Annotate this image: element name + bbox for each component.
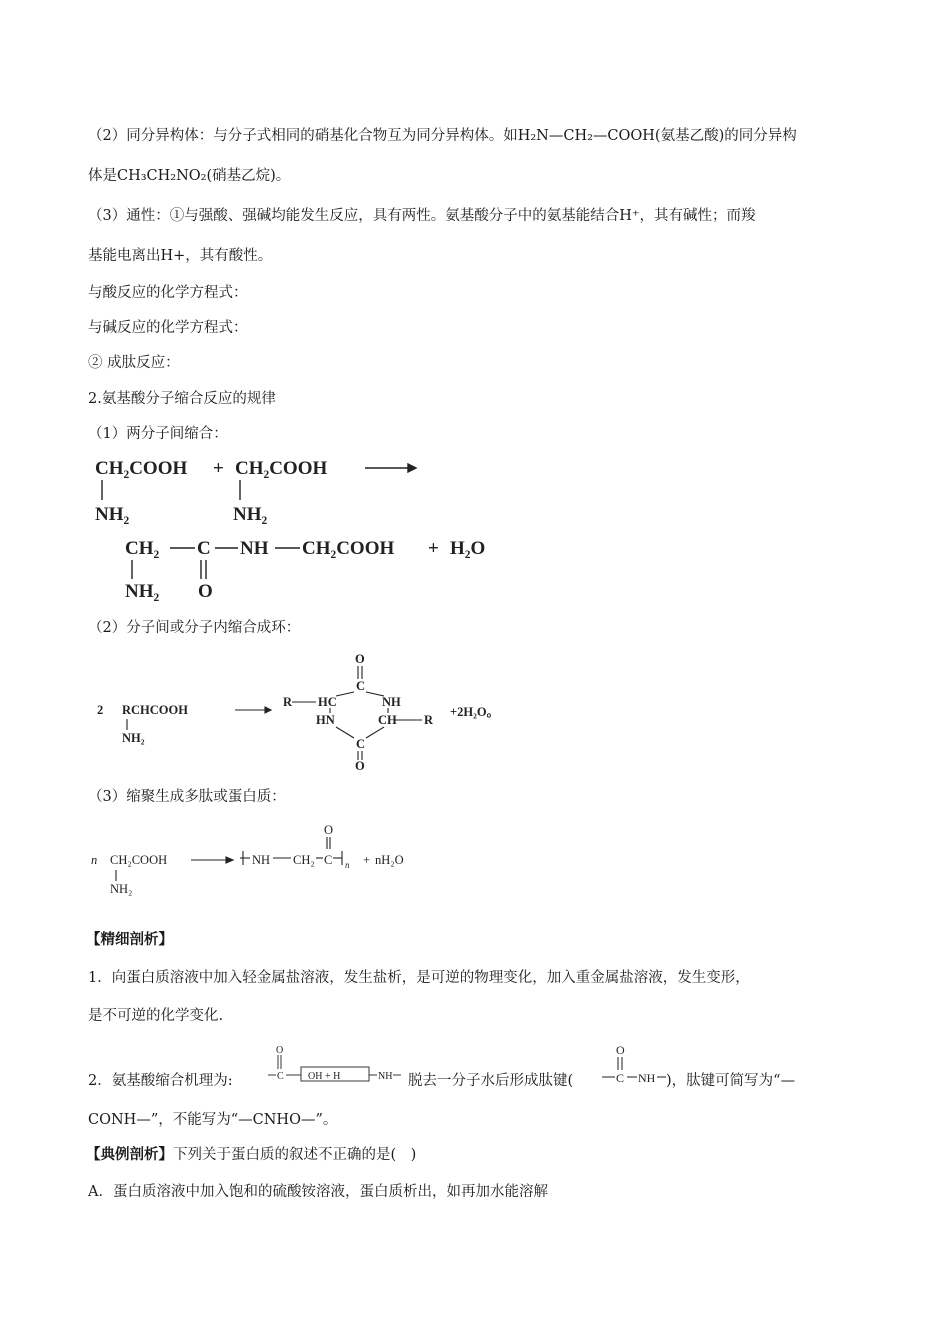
section-example-analysis: 【典例剖析】 (86, 1146, 173, 1163)
ring-c-top: C (356, 679, 366, 693)
mech-c: C (277, 1071, 284, 1082)
peptide-nh: NH (638, 1071, 656, 1085)
poly-plus: + (363, 853, 371, 867)
example-line (86, 1145, 416, 1165)
poly-n-coefficient: n (91, 853, 98, 867)
reactant2-ch2cooh: CH₂COOH (235, 458, 328, 479)
product-h2o: H₂O (450, 538, 486, 559)
reactant1-nh2: NH₂ (95, 504, 130, 525)
peptide-c: C (616, 1071, 625, 1085)
reactant1-ch2cooh: CH₂COOH (95, 458, 188, 479)
ring-o-bottom: O (355, 759, 365, 773)
product-ch2cooh: CH₂COOH (302, 538, 395, 559)
polycondensation-heading: （3）缩聚生成多肽或蛋白质： (88, 789, 286, 805)
para-property-line1: （3）通性：①与强酸、强碱均能发生反应，具有两性。氨基酸分子中的氨基能结合H⁺，其有碱性；而羧 (88, 208, 756, 224)
mech-oh-h: OH + H (308, 1071, 341, 1082)
ring-condensation-heading: （2）分子间或分子内缩合成环： (88, 620, 301, 636)
product-o: O (198, 581, 213, 602)
polycondensation-equation (88, 818, 428, 898)
point2-suffix: )，肽键可简写为“— (666, 1073, 796, 1089)
mech-nh: NH (378, 1071, 393, 1082)
para-isomer-line2: 体是CH₃CH₂NO₂(硝基乙烷)。 (88, 168, 291, 184)
ring-r-left: R (283, 695, 293, 709)
point2-line2: CONH—”，不能写为“—CNHO—”。 (88, 1112, 338, 1128)
mech-o: O (276, 1045, 284, 1056)
poly-reactant: CH₂COOH (110, 853, 168, 867)
ring-r-right: R (424, 713, 434, 727)
ring-reactant: RCHCOOH (122, 703, 188, 717)
product-c: C (197, 538, 211, 559)
poly-o: O (324, 823, 334, 837)
para-property-line2: 基能电离出H+，其有酸性。 (88, 248, 273, 264)
section-detailed-analysis: 【精细剖析】 (86, 931, 173, 948)
two-molecule-condensation-equation (90, 452, 510, 602)
ring-nh-right: NH (382, 695, 401, 709)
product-nh2: NH₂ (125, 581, 160, 602)
poly-water: nH₂O (375, 853, 404, 867)
ring-c-bottom: C (356, 737, 366, 751)
condensation-mechanism-diagram (268, 1043, 403, 1093)
peptide-formation-label: ② 成肽反应： (88, 355, 180, 371)
ring-coefficient: 2 (97, 703, 104, 717)
peptide-bond-structure (596, 1043, 666, 1093)
ring-o-top: O (355, 652, 365, 666)
example-question: 下列关于蛋白质的叙述不正确的是( ) (173, 1147, 417, 1163)
product-ch2: CH₂ (125, 538, 160, 559)
poly-c: C (324, 853, 333, 867)
reactant-plus: + (213, 458, 224, 479)
point2-middle: 脱去一分子水后形成肽键( (408, 1073, 574, 1089)
ring-hc: HC (318, 695, 337, 709)
ring-ch: CH (378, 713, 397, 727)
poly-ch2: CH₂ (293, 853, 315, 867)
condensation-rule-heading: 2.氨基酸分子缩合反应的规律 (88, 391, 276, 407)
peptide-o: O (616, 1043, 625, 1057)
two-molecule-heading: （1）两分子间缩合： (88, 426, 228, 442)
poly-reactant-nh2: NH₂ (110, 882, 133, 896)
option-a: A．蛋白质溶液中加入饱和的硫酸铵溶液，蛋白质析出，如再加水能溶解 (88, 1184, 548, 1200)
product-plus: + (428, 538, 439, 559)
poly-nh: NH (252, 853, 271, 867)
base-reaction-label: 与碱反应的化学方程式： (88, 320, 248, 336)
reactant2-nh2: NH₂ (233, 504, 268, 525)
product-nh: NH (240, 538, 269, 559)
ring-product-water: +2H₂O。 (450, 705, 500, 719)
point1-line2: 是不可逆的化学变化. (88, 1008, 224, 1024)
point2-prefix: 2．氨基酸缩合机理为: (88, 1073, 233, 1089)
poly-subscript-n: n (345, 860, 350, 870)
point1-line1: 1．向蛋白质溶液中加入轻金属盐溶液，发生盐析，是可逆的物理变化，加入重金属盐溶液，发生变形， (88, 970, 750, 986)
acid-reaction-label: 与酸反应的化学方程式： (88, 285, 248, 301)
para-isomer-line1: （2）同分异构体：与分子式相同的硝基化合物互为同分异构体。如H₂N—CH₂—COOH(氨基乙酸)的同分异构 (88, 128, 797, 144)
ring-reactant-nh2: NH₂ (122, 731, 145, 745)
ring-condensation-equation (90, 650, 540, 775)
ring-hn: HN (316, 713, 335, 727)
point2-line1 (88, 1071, 233, 1091)
